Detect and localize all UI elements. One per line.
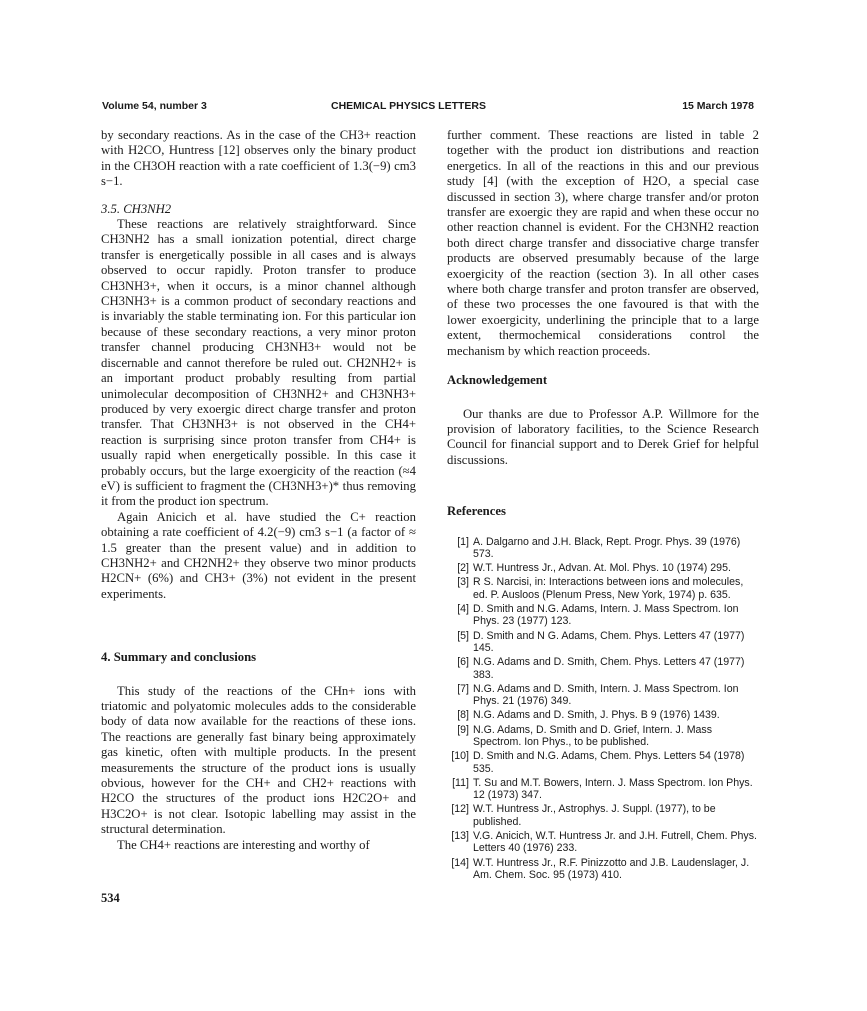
section-3-5-paragraph-1: These reactions are relatively straightforward. Since CH3NH2 has a small ionization potential, direct charge transfer is energetically possible in all cases and is always observed to occur rapidly. Proton transfer to produce CH3NH3+, when it occurs, is a minor channel although CH3NH3+ is a common product of secondary reactions and is invariably the stable terminating ion. For this particular ion because of these secondary reactions, a very minor proton transfer channel producing CH3NH3+ would not be discernable and cannot therefore be ruled out. CH2NH2+ is an important product probably resulting from partial unimolecular decomposition of CH3NH2+ and CH3NH3+ produced by very exoergic direct charge transfer and proton transfer. That CH3NH3+ is not observed in the CH4+ reaction is surprising since proton transfer from CH4+ is usually rapid when energetically possible. In this case it probably occurs, but the large exoergicity of the reaction (≈4 eV) is sufficient to fragment the (CH3NH3+)* thus removing it from the product ion spectrum. — [101, 217, 416, 509]
reference-number: [13] — [451, 830, 469, 843]
reference-text: W.T. Huntress Jr., R.F. Pinizzotto and J.B. Laudenslager, J. Am. Chem. Soc. 95 (1973) 410. — [473, 856, 750, 881]
reference-item — [447, 803, 759, 828]
reference-item — [447, 562, 759, 574]
reference-number: [2] — [457, 562, 469, 575]
volume-label: Volume 54, number 3 — [102, 100, 207, 112]
section-3-5-heading: 3.5. CH3NH2 — [101, 201, 172, 216]
reference-item — [447, 630, 759, 655]
reference-text: T. Su and M.T. Bowers, Intern. J. Mass Spectrom. Ion Phys. 12 (1973) 347. — [473, 776, 753, 802]
reference-item — [447, 750, 759, 775]
reference-text: W.T. Huntress Jr., Advan. At. Mol. Phys. 10 (1974) 295. — [473, 562, 731, 575]
journal-name: CHEMICAL PHYSICS LETTERS — [331, 100, 486, 112]
reference-item — [447, 709, 759, 721]
reference-item — [447, 603, 759, 628]
reference-number: [12] — [451, 803, 469, 816]
reference-item — [447, 536, 759, 561]
reference-text: D. Smith and N G. Adams, Chem. Phys. Letters 47 (1977) 145. — [473, 629, 745, 654]
reference-item — [447, 683, 759, 708]
section-4-paragraph-1: This study of the reactions of the CHn+ ions with triatomic and polyatomic molecules adds to the considerable body of data now available for the reactions of these ions. The reactions are generally fast binary being approximately gas kinetic, often with multiple products. In the present measurements the structure of the product ions is usually obvious, however for the CH+ and CH2+ reactions with H2CO the structures of the product ions H2C2O+ and H3C2O+ is not clear. Isotopic labelling may assist in the structural determination. — [101, 683, 416, 837]
reference-item — [447, 777, 759, 802]
reference-text: R S. Narcisi, in: Interactions between ions and molecules, ed. P. Ausloos (Plenum Press, New York, 1974) p. 635. — [473, 576, 744, 601]
reference-text: N.G. Adams and D. Smith, J. Phys. B 9 (1976) 1439. — [473, 709, 720, 722]
reference-number: [9] — [457, 723, 469, 736]
reference-text: D. Smith and N.G. Adams, Chem. Phys. Letters 54 (1978) 535. — [473, 750, 745, 775]
continued-paragraph: further comment. These reactions are listed in table 2 together with the product ion distributions and reaction energetics. In all of the reactions in this and our previous study [4] (with the exception of H2O, a special case discussed in section 3), where charge transfer and/or proton transfer are exoergic they are rapid and when these occur no other reaction channel is evident. For the CH3NH2 reaction both direct charge transfer and dissociative charge transfer products are observed presumably because of the large exoergicity of the reaction (section 3). In all other cases where both charge transfer and proton transfer are observed, of these two processes the one favoured is that with the lower exoergicity, underlining the principle that to a large extent, thermochemical considerations control the mechanism by which reaction proceeds. — [447, 128, 759, 358]
reference-number: [3] — [457, 576, 469, 589]
reference-text: V.G. Anicich, W.T. Huntress Jr. and J.H. Futrell, Chem. Phys. Letters 40 (1976) 233. — [473, 830, 757, 855]
section-4-paragraph-2: The CH4+ reactions are interesting and worthy of — [117, 837, 370, 852]
page-number: 534 — [101, 891, 120, 905]
intro-paragraph: by secondary reactions. As in the case of the CH3+ reaction with H2CO, Huntress [12] observes only the binary product in the CH3OH reaction with a rate coefficient of 1.3(−9) cm3 s−1. — [101, 128, 416, 189]
reference-text: N.G. Adams, D. Smith and D. Grief, Intern. J. Mass Spectrom. Ion Phys., to be published. — [473, 723, 713, 748]
reference-number: [8] — [457, 709, 469, 722]
reference-text: N.G. Adams and D. Smith, Chem. Phys. Letters 47 (1977) 383. — [473, 656, 745, 681]
reference-number: [6] — [457, 656, 469, 669]
reference-item — [447, 656, 759, 681]
reference-number: [11] — [452, 776, 469, 789]
reference-text: W.T. Huntress Jr., Astrophys. J. Suppl. (1977), to be published. — [473, 803, 716, 828]
reference-item — [447, 857, 759, 882]
right-column — [447, 128, 759, 883]
acknowledgement-heading: Acknowledgement — [447, 373, 548, 388]
section-3-5-paragraph-2: Again Anicich et al. have studied the C+ reaction obtaining a rate coefficient of 4.2(−9) cm3 s−1 (a factor of ≈ 1.5 greater than the present value) and in addition to CH3NH2+ and CH2NH2+ they observe two minor products H2CN+ (6%) and CH3+ (3%) not evident in the present experiments. — [101, 509, 416, 601]
reference-text: N.G. Adams and D. Smith, Intern. J. Mass Spectrom. Ion Phys. 21 (1976) 349. — [473, 682, 739, 708]
reference-item — [447, 576, 759, 601]
reference-item — [447, 724, 759, 749]
left-column — [101, 128, 416, 853]
references-heading: References — [447, 504, 506, 519]
reference-number: [7] — [457, 682, 469, 695]
reference-number: [1] — [457, 535, 469, 548]
reference-number: [14] — [451, 856, 469, 869]
section-4-heading: 4. Summary and conclusions — [101, 650, 257, 665]
reference-number: [4] — [457, 603, 469, 616]
acknowledgement-text: Our thanks are due to Professor A.P. Willmore for the provision of laboratory facilities, to the Science Research Council for financial support and to Derek Grief for helpful discussions. — [447, 406, 759, 467]
reference-text: D. Smith and N.G. Adams, Intern. J. Mass Spectrom. Ion Phys. 23 (1977) 123. — [473, 603, 739, 628]
reference-item — [447, 830, 759, 855]
issue-date: 15 March 1978 — [682, 100, 754, 112]
reference-text: A. Dalgarno and J.H. Black, Rept. Progr. Phys. 39 (1976) 573. — [473, 535, 741, 560]
reference-list — [447, 536, 759, 882]
reference-number: [10] — [451, 750, 469, 763]
reference-number: [5] — [457, 629, 469, 642]
